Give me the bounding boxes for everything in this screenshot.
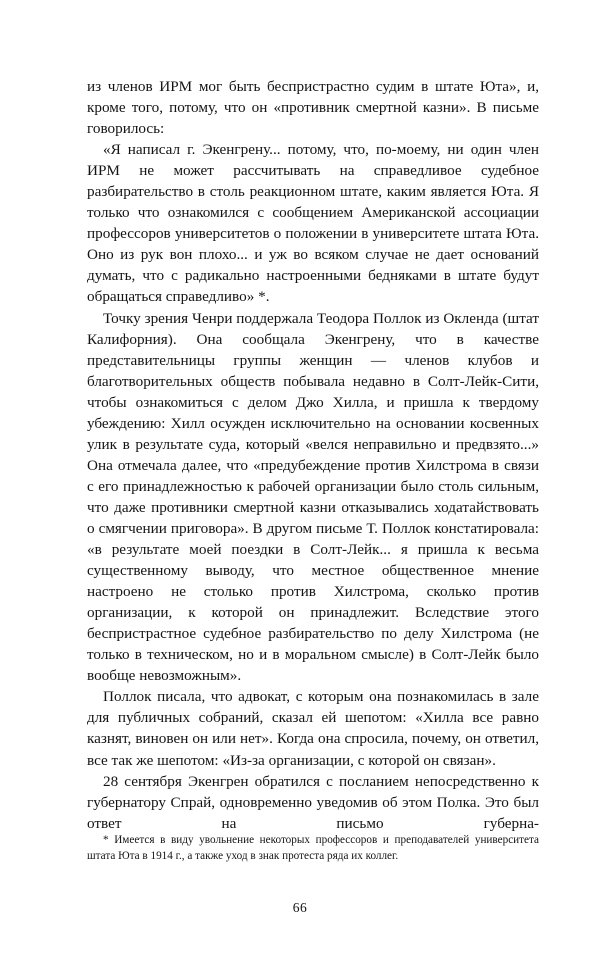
paragraph-september-28: 28 сентября Экенгрен обратился с посланием непосредственно к губернатору Спрай, одновременно уведомив об этом Полка. Это был ответ на письмо губерна- [87, 772, 539, 832]
main-text [87, 76, 539, 834]
footnote: * Имеется в виду увольнение некоторых профессоров и преподавателей университета штата Юта в 1914 г., а также уход в знак протеста ряда их коллег. [87, 834, 539, 862]
footnote-block [87, 833, 539, 864]
paragraph-lawyer-whisper: Поллок писала, что адвокат, с которым она познакомилась в зале для публичных собраний, сказал ей шепотом: «Хилла все равно казнят, виновен он или нет». Когда она спросила, почему, он ответил, все так же шепотом: «Из-за организации, с которой он связан». [87, 688, 539, 769]
paragraph-continuation: из членов ИРМ мог быть беспристрастно судим в штате Юта», и, кроме того, потому, что он «противник смертной казни». В письме говорилось: [87, 78, 539, 138]
page-number: 66 [292, 900, 308, 915]
paragraph-quote: «Я написал г. Экенгрену... потому, что, по-моему, ни один член ИРМ не может рассчитывать на справедливое судебное разбирательство в столь реакционном штате, каким является Юта. Я только что ознакомился с сообщением Американской ассоциации профессоров университетов о положении в университете штата Юта. Оно из рук вон плохо... и уж во всяком случае не дает оснований думать, что с радикально настроенными бедняками в штате будут обращаться справедливо» *. [87, 141, 539, 306]
paragraph-pollock-view: Точку зрения Ченри поддержала Теодора Поллок из Окленда (штат Калифорния). Она сообщала Экенгрену, что в качестве представительницы группы женщин — членов клубов и благотворительных обществ побывала недавно в Солт-Лейк-Сити, чтобы ознакомиться с делом Джо Хилла, и пришла к твердому убеждению: Хилл осужден исключительно на основании косвенных улик в результате суда, который «велся неправильно и предвзято...» Она отмечала далее, что «предубеждение против Хилстрома в связи с его принадлежностью к рабочей организации было столь сильным, что даже противники смертной казни отказывались ходатайствовать о смягчении приговора». В другом письме Т. Поллок констатировала: «в результате моей поездки в Солт-Лейк... я пришла к весьма существенному выводу, что местное общественное мнение настроено не столько против Хилстрома, сколько против организации, к которой он принадлежит. Вследствие этого беспристрастное судебное разбирательство по делу Хилстрома (не только в техническом, но и в моральном смысле) в Солт-Лейк было вообще невозможным». [87, 309, 539, 685]
